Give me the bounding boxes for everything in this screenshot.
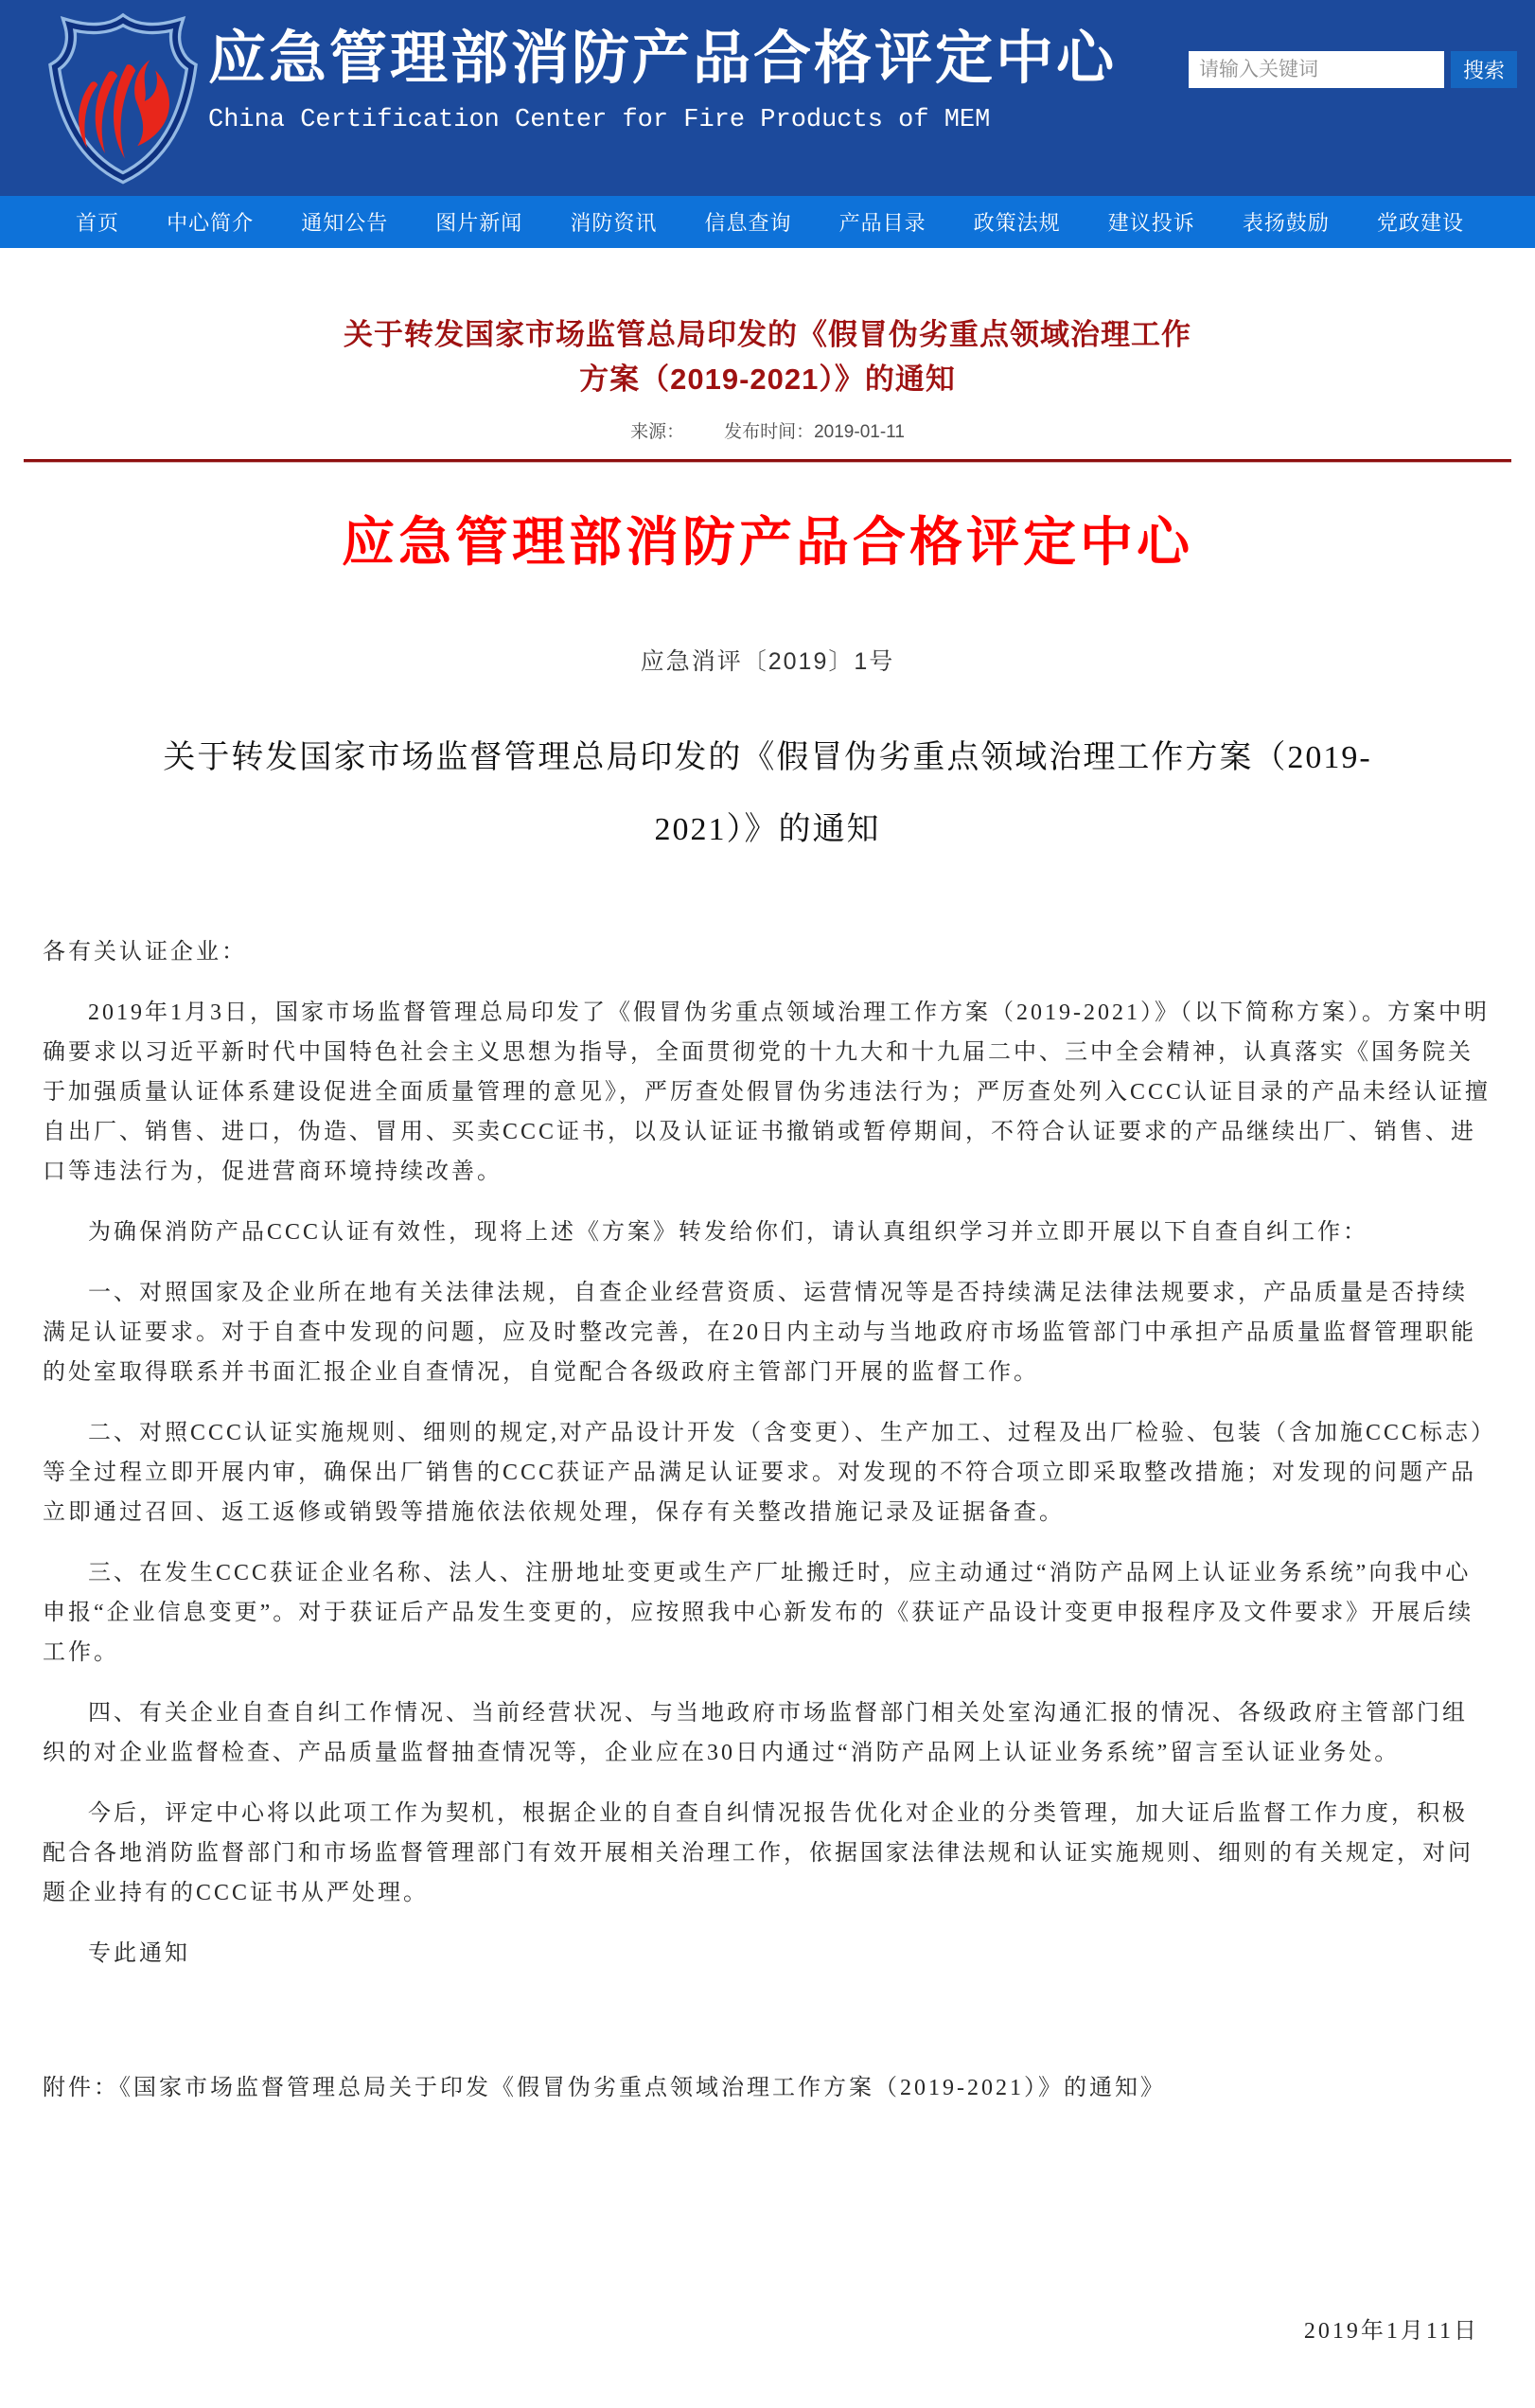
nav-item-center-intro[interactable]: 中心简介	[167, 211, 255, 235]
paragraph-1: 2019年1月3日，国家市场监督管理总局印发了《假冒伪劣重点领域治理工作方案（2019-2021）》（以下简称方案）。方案中明确要求以习近平新时代中国特色社会主义思想为指导，全面贯彻党的十九大和十九届二中、三中全会精神，认真落实《国务院关于加强质量认证体系建设促进全面质量管理的意见》，严厉查处假冒伪劣违法行为；严厉查处列入CCC认证目录的产品未经认证擅自出厂、销售、进口，伪造、冒用、买卖CCC证书，以及认证证书撤销或暂停期间，不符合认证要求的产品继续出厂、销售、进口等违法行为，促进营商环境持续改善。	[43, 1000, 1491, 1184]
site-title-english: China Certification Center for Fire Products of MEM	[208, 106, 991, 134]
divider-rule	[24, 459, 1511, 463]
article-title	[0, 312, 1535, 401]
nav-item-party-building[interactable]: 党政建设	[1376, 211, 1464, 235]
search-area	[1189, 51, 1517, 88]
site-header	[0, 0, 1535, 196]
attachment-line: 附件：《国家市场监督管理总局关于印发《假冒伪劣重点领域治理工作方案（2019-2021）》的通知》	[43, 2076, 1166, 2100]
nav-item-commendation[interactable]: 表扬鼓励	[1242, 211, 1330, 235]
nav-item-product-catalog[interactable]: 产品目录	[838, 211, 926, 235]
article-meta	[0, 417, 1535, 443]
nav-item-info-query[interactable]: 信息查询	[704, 211, 792, 235]
document-subtitle	[0, 722, 1535, 866]
search-input[interactable]	[1189, 51, 1444, 88]
nav-item-suggestions[interactable]: 建议投诉	[1107, 211, 1195, 235]
fire-shield-logo	[33, 9, 213, 187]
nav-item-home[interactable]: 首页	[76, 211, 120, 235]
paragraph-5: 三、在发生CCC获证企业名称、法人、注册地址变更或生产厂址搬迁时，应主动通过“消防产品网上认证业务系统”向我中心申报“企业信息变更”。对于获证后产品发生变更的，应按照我中心新发布的《获证产品设计变更申报程序及文件要求》开展后续工作。	[43, 1561, 1474, 1665]
closing-line: 专此通知	[88, 1941, 190, 1966]
article-page	[0, 312, 1535, 2351]
document-subtitle-line2: 2021）》的通知	[654, 812, 881, 847]
nav-item-notices[interactable]: 通知公告	[301, 211, 389, 235]
paragraph-2: 为确保消防产品CCC认证有效性，现将上述《方案》转发给你们，请认真组织学习并立即开展以下自查自纠工作：	[88, 1220, 1369, 1245]
article-publish-time: 发布时间：2019-01-11	[724, 422, 905, 442]
paragraph-3: 一、对照国家及企业所在地有关法律法规，自查企业经营资质、运营情况等是否持续满足法律法规要求，产品质量是否持续满足认证要求。对于自查中发现的问题，应及时整改完善，在20日内主动与当地政府市场监管部门中承担产品质量监督管理职能的处室取得联系并书面汇报企业自查情况，自觉配合各级政府主管部门开展的监督工作。	[43, 1281, 1476, 1385]
site-title: 应急管理部消防产品合格评定中心	[208, 26, 1118, 90]
salutation: 各有关认证企业：	[43, 940, 247, 965]
document-number: 应急消评〔2019〕1号	[640, 648, 895, 675]
document-issuer-title: 应急管理部消防产品合格评定中心	[342, 514, 1193, 573]
search-button[interactable]: 搜索	[1451, 51, 1517, 88]
nav-item-fire-news[interactable]: 消防资讯	[570, 211, 658, 235]
paragraph-6: 四、有关企业自查自纠工作情况、当前经营状况、与当地政府市场监督部门相关处室沟通汇报的情况、各级政府主管部门组织的对企业监督检查、产品质量监督抽查情况等，企业应在30日内通过“消防产品网上认证业务系统”留言至认证业务处。	[43, 1701, 1468, 1765]
article-source: 来源：	[630, 422, 685, 442]
document-body	[43, 932, 1492, 2351]
nav-item-policies[interactable]: 政策法规	[973, 211, 1061, 235]
main-nav	[0, 196, 1535, 248]
paragraph-7: 今后，评定中心将以此项工作为契机，根据企业的自查自纠情况报告优化对企业的分类管理，加大证后监督工作力度，积极配合各地消防监督部门和市场监督管理部门有效开展相关治理工作，依据国家法律法规和认证实施规则、细则的有关规定，对问题企业持有的CCC证书从严处理。	[43, 1801, 1473, 1905]
paragraph-4: 二、对照CCC认证实施规则、细则的规定,对产品设计开发（含变更）、生产加工、过程及出厂检验、包装（含加施CCC标志）等全过程立即开展内审，确保出厂销售的CCC获证产品满足认证要求。对发现的不符合项立即采取整改措施；对发现的问题产品立即通过召回、返工返修或销毁等措施依法依规处理，保存有关整改措施记录及证据备查。	[43, 1421, 1486, 1525]
article-title-line1: 关于转发国家市场监管总局印发的《假冒伪劣重点领域治理工作	[344, 318, 1191, 351]
document-subtitle-line1: 关于转发国家市场监督管理总局印发的《假冒伪劣重点领域治理工作方案（2019-	[163, 740, 1372, 775]
article-title-line2: 方案（2019-2021）》的通知	[579, 363, 956, 396]
nav-item-photo-news[interactable]: 图片新闻	[435, 211, 523, 235]
document-date: 2019年1月11日	[1303, 2319, 1479, 2344]
